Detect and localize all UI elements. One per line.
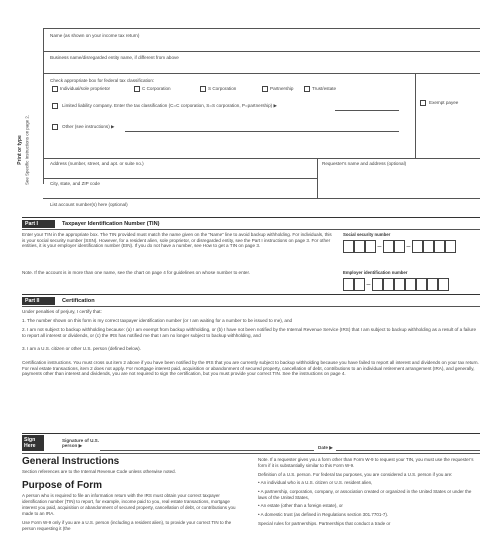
rule [22, 306, 480, 307]
part2-label: Part II [22, 297, 55, 305]
llc-label: Limited liability company. Enter the tax classification (C=C corporation, S=S corporation, P=partnership) ▶ [62, 103, 277, 108]
part1-note: Note. If the account is in more than one name, see the chart on page 4 for guidelines on whose number to enter. [22, 270, 251, 275]
business-field-label: Business name/disregarded entity name, if different from above [50, 55, 179, 60]
rule [22, 217, 480, 218]
rule [22, 453, 480, 454]
purpose-heading: Purpose of Form [22, 480, 103, 491]
city-field-label: City, state, and ZIP code [50, 181, 100, 186]
certification-item-3: 3. I am a U.S. citizen or other U.S. person (defined below). [22, 346, 141, 351]
exempt-divider [415, 73, 416, 158]
requester-field-label: Requester's name and address (optional) [322, 161, 407, 166]
other-label: Other (see instructions) ▶ [62, 124, 115, 129]
checkbox-other[interactable] [52, 124, 58, 130]
right-definition: Definition of a U.S. person. For federal tax purposes, you are considered a U.S. person if you are: [258, 471, 453, 477]
option-s-corp-label: S Corporation [208, 86, 237, 91]
exempt-payee-label: Exempt payee [429, 100, 459, 105]
ein-label: Employer identification number [343, 270, 408, 275]
right-note: Note. If a requester gives you a form other than Form W-9 to request your TIN, you must use the requester’s form if it is substantially similar to this Form W-9. [258, 457, 474, 468]
signature-line[interactable] [100, 450, 314, 451]
right-bullet-4: • A domestic trust (as defined in Regulations section 301.7701-7). [258, 511, 389, 517]
part2-title: Certification [62, 298, 95, 304]
general-instructions-heading: General Instructions [22, 456, 120, 467]
certification-item-1: 1. The number shown on this form is my correct taxpayer identification number (or I am waiting for a number to be issued to me), and [22, 318, 293, 323]
certification-item-2: 2. I am not subject to backup withholding because: (a) I am exempt from backup withholding, or (b) I have not been notified by the Internal Revenue Service (IRS) that I am subject to backup withholding as a result of a failure to report all interest or dividends, or (c) the IRS has notified me that I am no longer subject to backup withholding, and [22, 327, 477, 338]
general-intro-text: Section references are to the Internal Revenue Code unless otherwise noted. [22, 469, 176, 474]
checkbox-partnership[interactable] [262, 86, 268, 92]
right-column [258, 457, 480, 529]
purpose-paragraph-2: Use Form W-9 only if you are a U.S. person (including a resident alien), to provide your correct TIN to the person requesting it (the [22, 519, 232, 531]
checkbox-c-corporation[interactable] [134, 86, 140, 92]
part1-label: Part I [22, 220, 55, 228]
rule [43, 178, 317, 179]
checkbox-individual[interactable] [52, 86, 58, 92]
rule [43, 28, 480, 29]
option-trust-label: Trust/estate [312, 86, 337, 91]
rule [22, 229, 480, 230]
llc-entry-line[interactable] [335, 110, 399, 111]
date-label: Date ▶ [318, 445, 333, 450]
option-c-corp-label: C Corporation [142, 86, 171, 91]
purpose-paragraph-1: A person who is required to file an information return with the IRS must obtain your correct taxpayer identification number (TIN) to report, for example, income paid to you, real estate transactions, mortgage interest you paid, acquisition or abandonment of secured property, cancellation of debt, or contributions you made to an IRA. [22, 493, 236, 516]
requester-divider [317, 158, 318, 198]
ssn-label: Social security number [343, 232, 391, 237]
ein-input[interactable]: – [343, 278, 449, 291]
right-bullet-2: • A partnership, corporation, company, or association created or organized in the United States or under the laws of the United States, [258, 488, 472, 500]
date-line[interactable] [336, 450, 480, 451]
part1-body: Enter your TIN in the appropriate box. The TIN provided must match the name given on the “Name” line to avoid backup withholding. For individuals, this is your social security number (SSN). However, for a resident alien, sole proprietor, or disregarded entity, see the Part I instructions on page 3. For other entities, it is your employer identification number (EIN). If you do not have a number, see How to get a TIN on page 3. [22, 232, 332, 249]
rule [22, 294, 480, 295]
general-intro [22, 469, 237, 478]
rule [43, 158, 480, 159]
purpose-text [22, 493, 237, 534]
name-field-label: Name (as shown on your income tax return) [50, 33, 140, 38]
checkbox-trust-estate[interactable] [304, 86, 310, 92]
sidebar-print-label: Print or type [17, 135, 23, 165]
signature-label: Signature of U.S. person ▶ [62, 438, 100, 449]
checkbox-llc[interactable] [52, 103, 58, 109]
part1-title: Taxpayer Identification Number (TIN) [62, 221, 160, 227]
checkbox-s-corporation[interactable] [200, 86, 206, 92]
sign-here-label: Sign Here [22, 435, 44, 451]
checkbox-exempt-payee[interactable] [420, 100, 426, 106]
certification-instructions: Certification instructions. You must cross out item 2 above if you have been notified by the IRS that you are currently subject to backup withholding because you have failed to report all interest and dividends on your tax return. For real estate transactions, item 2 does not apply. For mortgage interest paid, acquisition or abandonment of secured property, cancellation of debt, contributions to an individual retirement arrangement (IRA), and generally, payments other than interest and dividends, you are not required to sign the certification, but you must provide your correct TIN. See the instructions on page 4. [22, 360, 479, 377]
right-bullet-1: • An individual who is a U.S. citizen or U.S. resident alien, [258, 480, 373, 486]
rule [22, 433, 480, 434]
rule [43, 51, 480, 52]
right-special: Special rules for partnerships. Partnerships that conduct a trade or [258, 520, 391, 526]
sidebar-instructions-label: See Specific Instructions on page 2. [24, 114, 30, 186]
ssn-input[interactable]: – – [343, 240, 456, 253]
right-bullet-3: • An estate (other than a foreign estate), or [258, 503, 343, 509]
certification-intro: Under penalties of perjury, I certify that: [22, 309, 102, 314]
rule [43, 198, 480, 199]
option-individual-label: Individual/sole proprietor [60, 86, 111, 91]
classification-label: Check appropriate box for federal tax classification: [50, 78, 155, 83]
account-field-label: List account number(s) here (optional) [50, 202, 128, 207]
address-field-label: Address (number, street, and apt. or suite no.) [50, 161, 144, 166]
option-partnership-label: Partnership [270, 86, 294, 91]
other-entry-line[interactable] [125, 131, 399, 132]
